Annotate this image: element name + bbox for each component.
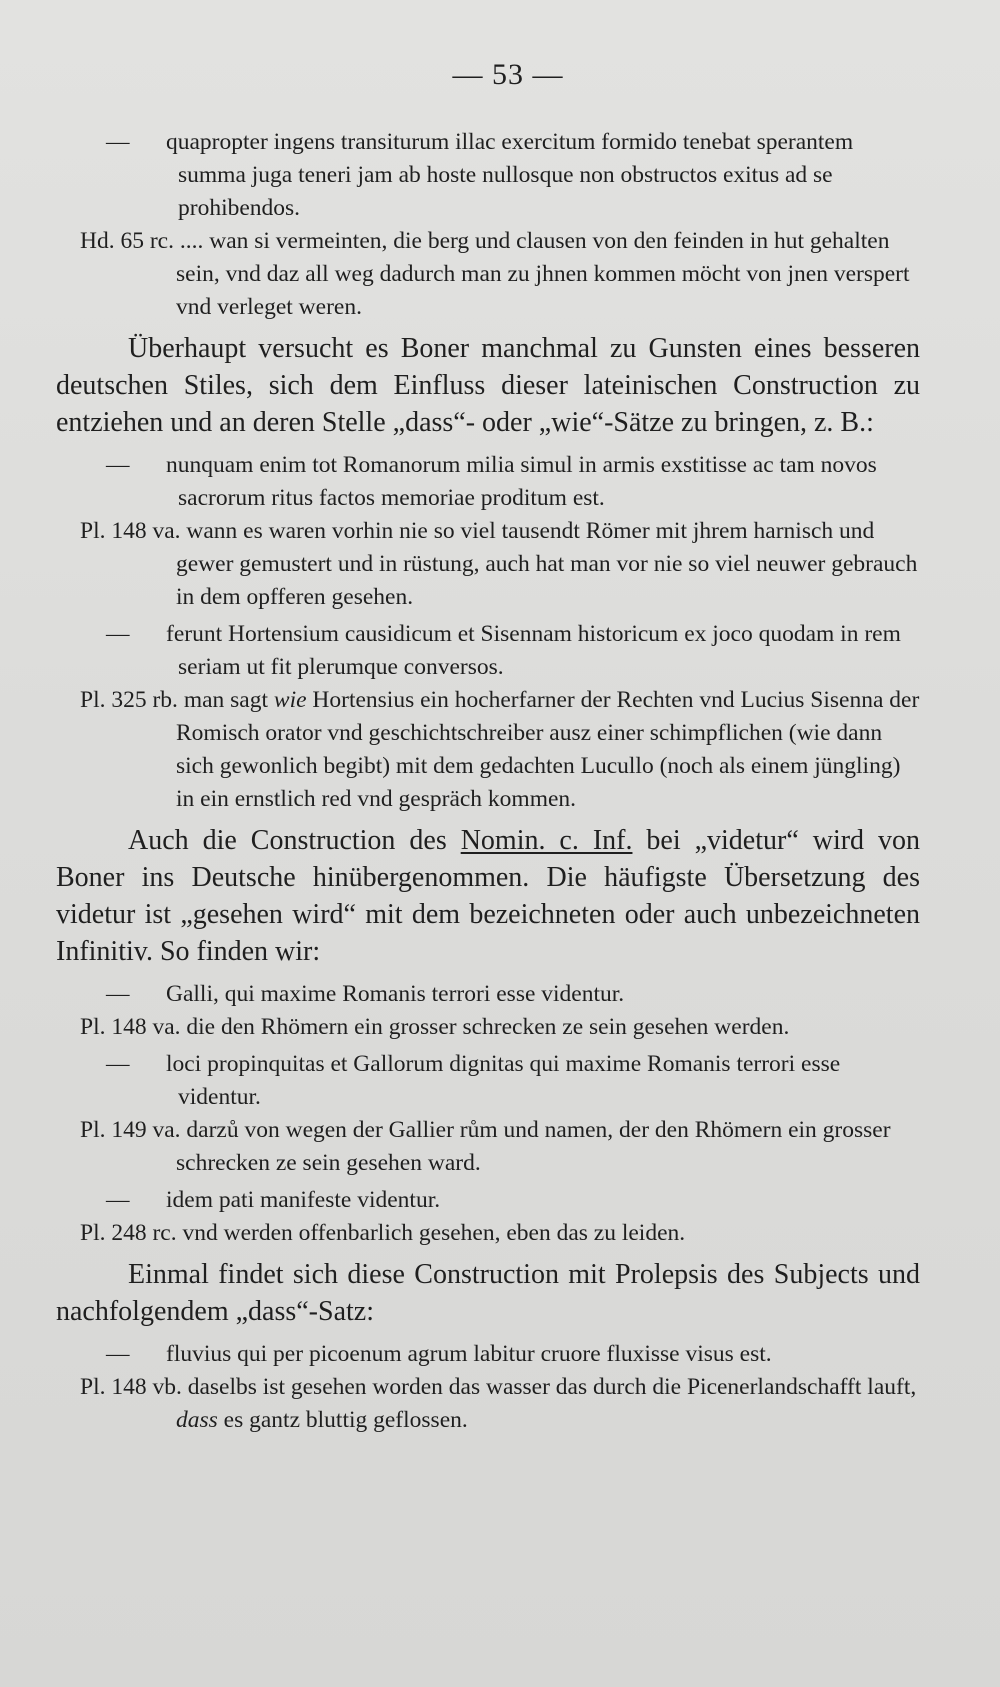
dash-mark: — bbox=[106, 621, 130, 647]
source-reference: Pl. 325 rb. bbox=[80, 687, 178, 713]
para-text-pre: Auch die Construction des bbox=[128, 825, 461, 856]
source-reference: Pl. 148 va. bbox=[80, 1014, 181, 1040]
body-paragraph: Überhaupt versucht es Boner manchmal zu Gunsten eines besseren deutschen Stiles, sich dem Einfluss dieser lateinischen Construction zu entziehen und an deren Stelle „dass“- oder „wie“-Sätze zu bringen, z. B.: bbox=[56, 333, 920, 438]
german-text: die den Rhömern ein grosser schrecken ze sein gesehen werden. bbox=[186, 1014, 790, 1040]
german-translation bbox=[56, 1217, 920, 1250]
german-translation bbox=[56, 1011, 920, 1044]
body-paragraph: Einmal findet sich diese Construction mit Prolepsis des Subjects und nachfolgendem „dass“-Satz: bbox=[56, 1259, 920, 1327]
german-translation bbox=[56, 225, 920, 324]
quote-block bbox=[56, 618, 920, 816]
german-text: .... wan si vermeinten, die berg und clausen von den feinden in hut gehalten sein, vnd daz all weg dadurch man zu jhnen kommen möcht von jnen verspert vnd verleget weren. bbox=[176, 228, 910, 320]
dash-mark: — bbox=[106, 452, 130, 478]
german-text-post: Hortensius ein hocherfarner der Rechten vnd Lucius Sisenna der Romisch orator vnd geschichtschreiber ausz einer schimpflichen (wie dann sich gewonlich begibt) mit dem gedachten Lucullo (noch als einem jüngling) in ein ernstlich red vnd gespräch kommen. bbox=[176, 687, 920, 812]
source-reference: Pl. 148 vb. bbox=[80, 1374, 182, 1400]
latin-quote bbox=[56, 1184, 920, 1217]
source-reference: Hd. 65 rc. bbox=[80, 228, 174, 254]
german-text: wann es waren vorhin nie so viel tausendt Römer mit jhrem harnisch und gewer gemustert und in rüstung, auch hat man vor nie so viel neuwer gebrauch in dem opfferen gesehen. bbox=[176, 518, 918, 610]
latin-quote bbox=[56, 126, 920, 225]
latin-text: ferunt Hortensium causidicum et Sisennam historicum ex joco quodam in rem seriam ut fit plerumque conversos. bbox=[166, 621, 901, 680]
latin-quote bbox=[56, 978, 920, 1011]
german-text-pre: daselbs ist gesehen worden das wasser das durch die Picenerlandschafft lauft, bbox=[187, 1374, 917, 1400]
dash-mark: — bbox=[106, 981, 130, 1007]
latin-text: loci propinquitas et Gallorum dignitas qui maxime Romanis terrori esse videntur. bbox=[166, 1051, 841, 1110]
german-text: darzů von wegen der Gallier rům und namen, der den Rhömern ein grosser schrecken ze sein gesehen ward. bbox=[176, 1117, 891, 1176]
latin-quote bbox=[56, 1338, 920, 1371]
quote-block bbox=[56, 1048, 920, 1180]
quote-block bbox=[56, 1184, 920, 1250]
quote-block bbox=[56, 978, 920, 1044]
italic-word: wie bbox=[273, 687, 307, 713]
italic-word: dass bbox=[176, 1407, 218, 1433]
underlined-term: Nomin. c. Inf. bbox=[460, 825, 633, 856]
para-text-post: bei „videtur“ wird von Boner ins Deutsche hinübergenommen. Die häufigste Übersetzung des videtur ist „gesehen wird“ mit dem bezeichneten oder auch unbezeichneten Infinitiv. So finden wir: bbox=[56, 825, 921, 967]
german-text-pre: man sagt bbox=[183, 687, 274, 713]
source-reference: Pl. 148 va. bbox=[80, 518, 181, 544]
german-text-post: es gantz bluttig geflossen. bbox=[217, 1407, 468, 1433]
latin-quote bbox=[56, 449, 920, 515]
latin-quote bbox=[56, 618, 920, 684]
german-translation bbox=[56, 515, 920, 614]
latin-text: Galli, qui maxime Romanis terrori esse videntur. bbox=[166, 981, 625, 1007]
dash-mark: — bbox=[106, 1341, 130, 1367]
dash-mark: — bbox=[106, 1051, 130, 1077]
source-reference: Pl. 248 rc. bbox=[80, 1220, 177, 1246]
quote-block bbox=[56, 126, 920, 324]
latin-text: fluvius qui per picoenum agrum labitur cruore fluxisse visus est. bbox=[166, 1341, 772, 1367]
quote-block bbox=[56, 1338, 920, 1437]
latin-text: quapropter ingens transiturum illac exercitum formido tenebat sperantem summa juga teneri jam ab hoste nullosque non obstructos exitus ad se prohibendos. bbox=[166, 129, 854, 221]
dash-mark: — bbox=[106, 129, 130, 155]
german-translation bbox=[56, 684, 920, 816]
dash-mark: — bbox=[106, 1187, 130, 1213]
source-reference: Pl. 149 va. bbox=[80, 1117, 181, 1143]
german-translation bbox=[56, 1114, 920, 1180]
latin-text: nunquam enim tot Romanorum milia simul in armis exstitisse ac tam novos sacrorum ritus factos memoriae proditum est. bbox=[166, 452, 877, 511]
body-paragraph bbox=[56, 822, 920, 970]
latin-quote bbox=[56, 1048, 920, 1114]
quote-block bbox=[56, 449, 920, 614]
german-text: vnd werden offenbarlich gesehen, eben das zu leiden. bbox=[182, 1220, 686, 1246]
latin-text: idem pati manifeste videntur. bbox=[166, 1187, 441, 1213]
page-number: — 53 — bbox=[452, 58, 564, 91]
german-translation bbox=[56, 1371, 920, 1437]
